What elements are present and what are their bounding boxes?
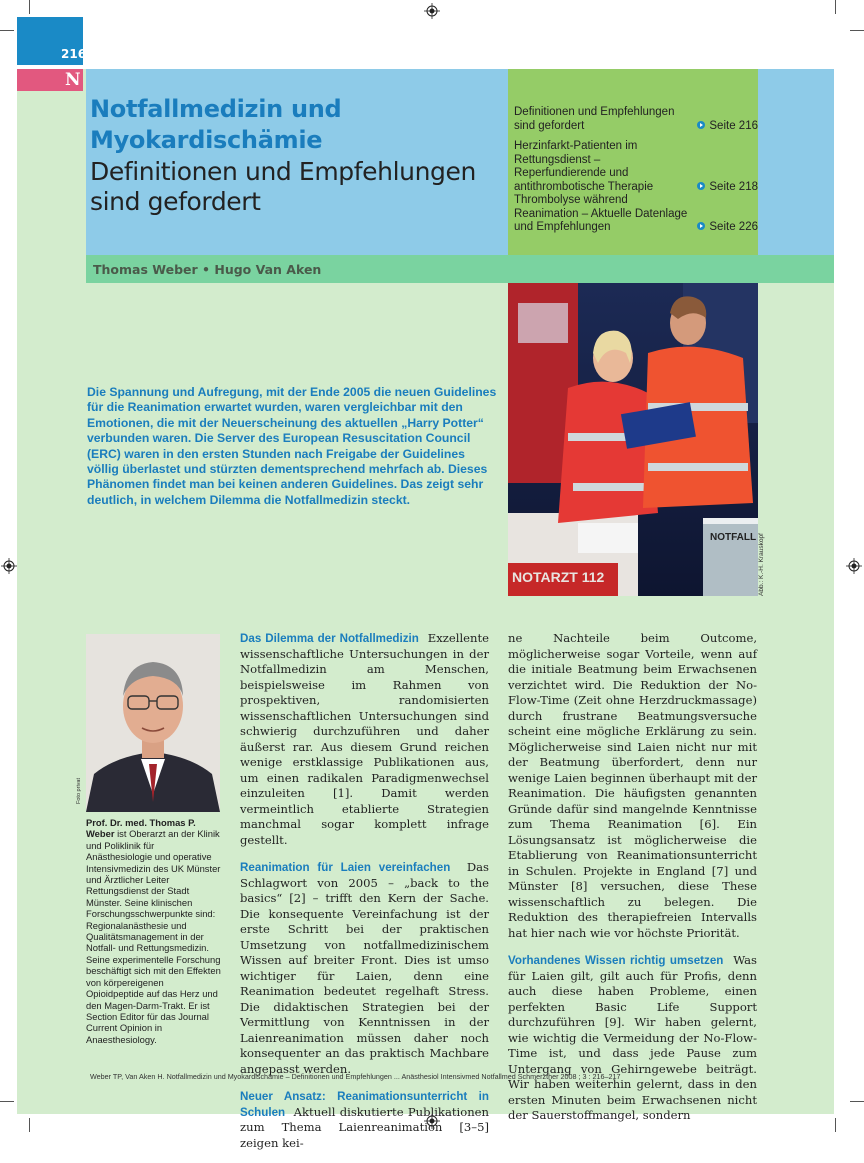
toc-entry[interactable]	[514, 106, 758, 133]
paragraph-text: Das Schlagwort von 2005 – „back to the basics“ [2] – trifft den Kern der Sache. Die konsequente Vereinfachung ist der erste Schritt bei der praktischen Umsetzung von notfallmedizinischem Wissen auf breiter Front. Dies ist umso wichtiger für Laien, denn eine Reanimation bedeutet regelhaft Stress. Die didaktischen Strategien bei der Vermittlung von Kenntnissen in der Laienreanimation müssen daher noch konsequenter an das praktisch Machbare angepasst werden.	[240, 860, 490, 1076]
crop-mark	[850, 30, 864, 31]
toc-entry[interactable]	[514, 140, 758, 194]
section-heading: Vorhandenes Wissen richtig umsetzen	[508, 954, 724, 967]
arrow-right-icon	[697, 121, 705, 129]
photo-credit: Abb.: K.-H. Krauskopf	[758, 533, 765, 596]
paragraph-text: ne Nachteile beim Outcome, möglicherweise sogar Vorteile, wenn auf die initiale Beatmung beim Erwachsenen verzichtet wird. Die Reduktion der No-Flow-Time (Zeit ohne Herzdruckmassage) durch frustrane Beatmungsversuche scheint eine mögliche Erklärung zu sein. Möglicherweise sind Laien nicht nur mit der Beatmung überfordert, denn nur wenige Laien beginnen überhaupt mit der Reanimation. Die häufigsten genannten Gründe dafür sind mangelnde Kenntnisse zum Thema Reanimation [6]. Ein Lösungsansatz ist möglicherweise die Etablierung von Reanimationsunterricht in Schulen. Projekte in England [7] und Münster [8] versuchen, diese These wissenschaftlich zu belegen. Die Reduktion des therapiefreien Intervalls hat hier nach wie vor höchste Priorität.	[508, 631, 757, 940]
author-bio	[86, 817, 222, 1045]
article-subtitle: Definitionen und Empfehlungen sind gefordert	[90, 157, 476, 216]
text-column-2	[508, 631, 757, 1136]
crop-mark	[29, 1118, 30, 1132]
side-block	[758, 69, 834, 255]
toc-entry-page: Seite 226	[697, 221, 758, 235]
paragraph	[240, 860, 489, 1077]
paragraph-text: Was für Laien gilt, gilt auch für Profis, denn auch diese haben Probleme, einen perfekten Basic Life Support durchzuführen [9]. Wir haben gelernt, wie wichtig die Vermeidung der No-Flow-Time ist, und dass jede Pause zum Untergang von Gehirngewebe beiträgt. Wir haben weiterhin gelernt, dass in den ersten Minuten beim Erwachsenen nicht der Sauerstoffmangel, sondern	[508, 953, 757, 1122]
portrait-credit: Foto privat	[76, 778, 82, 804]
bio-text: ist Oberarzt an der Klinik und Poliklinik für Anästhesiologie und operative Intensivmedizin des UK Münster und Ärztlicher Leiter Rettungsdienst der Stadt Münster. Seine klinischen Forschungsschwerpunkte sind: Regionalanästhesie und Qualitätsmanagement in der Notfall- und Rettungsmedizin. Seine experimentelle Forschung beschäftigt sich mit den Effekten von körpereigenen Opioidpeptide auf das Herz und den Magen-Darm-Trakt. Er ist Section Editor für das Journal Current Opinion in Anaesthesiology.	[86, 828, 221, 1045]
paragraph-text: Exzellente wissenschaftliche Untersuchungen in der Notfallmedizin am Menschen, beispielsweise im Rahmen von prospektiven, randomisierten wissenschaftlichen Untersuchungen sind schwierig durchzuführen und daher äußerst rar. Aus diesem Grund reichen wenige erstklassige Publikationen aus, um einen radikalen Paradigmenwechsel einzuleiten [1]. Damit werden vermeintlich etablierte Strategien manchmal sogar komplett infrage gestellt.	[240, 631, 490, 847]
paragraph-text: Aktuell diskutierte Publikationen zum Thema Laienreanimation [3–5] zeigen kei-	[240, 1104, 490, 1150]
registration-mark-icon	[846, 558, 862, 574]
toc-entry-page: Seite 218	[697, 181, 758, 195]
paramedics-photo	[508, 283, 758, 596]
section-heading: Neuer Ansatz: Reanimationsunterricht in Schulen	[240, 1090, 489, 1119]
crop-mark	[835, 1118, 836, 1132]
toc-entry[interactable]	[514, 194, 758, 235]
arrow-right-icon	[697, 222, 705, 230]
page-number: 216	[17, 17, 83, 65]
lead-paragraph: Die Spannung und Aufregung, mit der Ende 2005 die neuen Guidelines für die Reanimation erwartet wurden, waren vergleichbar mit den Emotionen, die mit der Neuerscheinung des aktuellen „Harry Potter“ verbunden waren. Die Server des European Resuscitation Council (ERC) waren in den ersten Stunden nach Freigabe der Guidelines völlig überlastet und stürzten dementsprechend mehrfach ab. Dieses Phänomen findet man bei keinen anderen Guidelines. Das zeigt sehr deutlich, in welchem Dilemma die Notfallmedizin steckt.	[87, 385, 497, 507]
arrow-right-icon	[697, 182, 705, 190]
section-heading: Reanimation für Laien vereinfachen	[240, 861, 451, 874]
registration-mark-icon	[424, 3, 440, 19]
paragraph	[508, 953, 757, 1124]
authors: Thomas Weber • Hugo Van Aken	[93, 262, 322, 277]
section-letter: N	[17, 69, 83, 91]
author-portrait	[86, 634, 220, 812]
toc-entry-text: Definitionen und Empfehlungen sind gefordert	[514, 106, 675, 132]
toc-entry-page: Seite 216	[697, 120, 758, 134]
vehicle-label: NOTARZT 112	[512, 569, 605, 585]
case-label: NOTFALL	[710, 532, 757, 543]
paragraph	[240, 1089, 489, 1151]
crop-mark	[850, 1101, 864, 1102]
paragraph	[240, 631, 489, 848]
article-title: Notfallmedizin und Myokardischämie	[90, 95, 342, 154]
toc-entry-text: Herzinfarkt-Patienten im Rettungsdienst – Reperfundierende und antithrombotische Therapie	[514, 140, 654, 193]
section-heading: Das Dilemma der Notfallmedizin	[240, 632, 419, 645]
toc-entry-text: Thrombolyse während Reanimation – Aktuelle Datenlage und Empfehlungen	[514, 194, 688, 234]
crop-mark	[0, 30, 14, 31]
crop-mark	[29, 0, 30, 14]
crop-mark	[0, 1101, 14, 1102]
paragraph	[508, 631, 757, 941]
text-column-1	[240, 631, 489, 1163]
bio-name: Prof. Dr. med. Thomas P. Weber	[86, 817, 196, 840]
citation-footer: Weber TP, Van Aken H. Notfallmedizin und Myokardischämie – Definitionen und Empfehlungen ... Anästhesiol Intensivmed Notfallmed Schmerzther 2008 ; 3 : 216–217	[90, 1072, 621, 1081]
crop-mark	[835, 0, 836, 14]
registration-mark-icon	[1, 558, 17, 574]
